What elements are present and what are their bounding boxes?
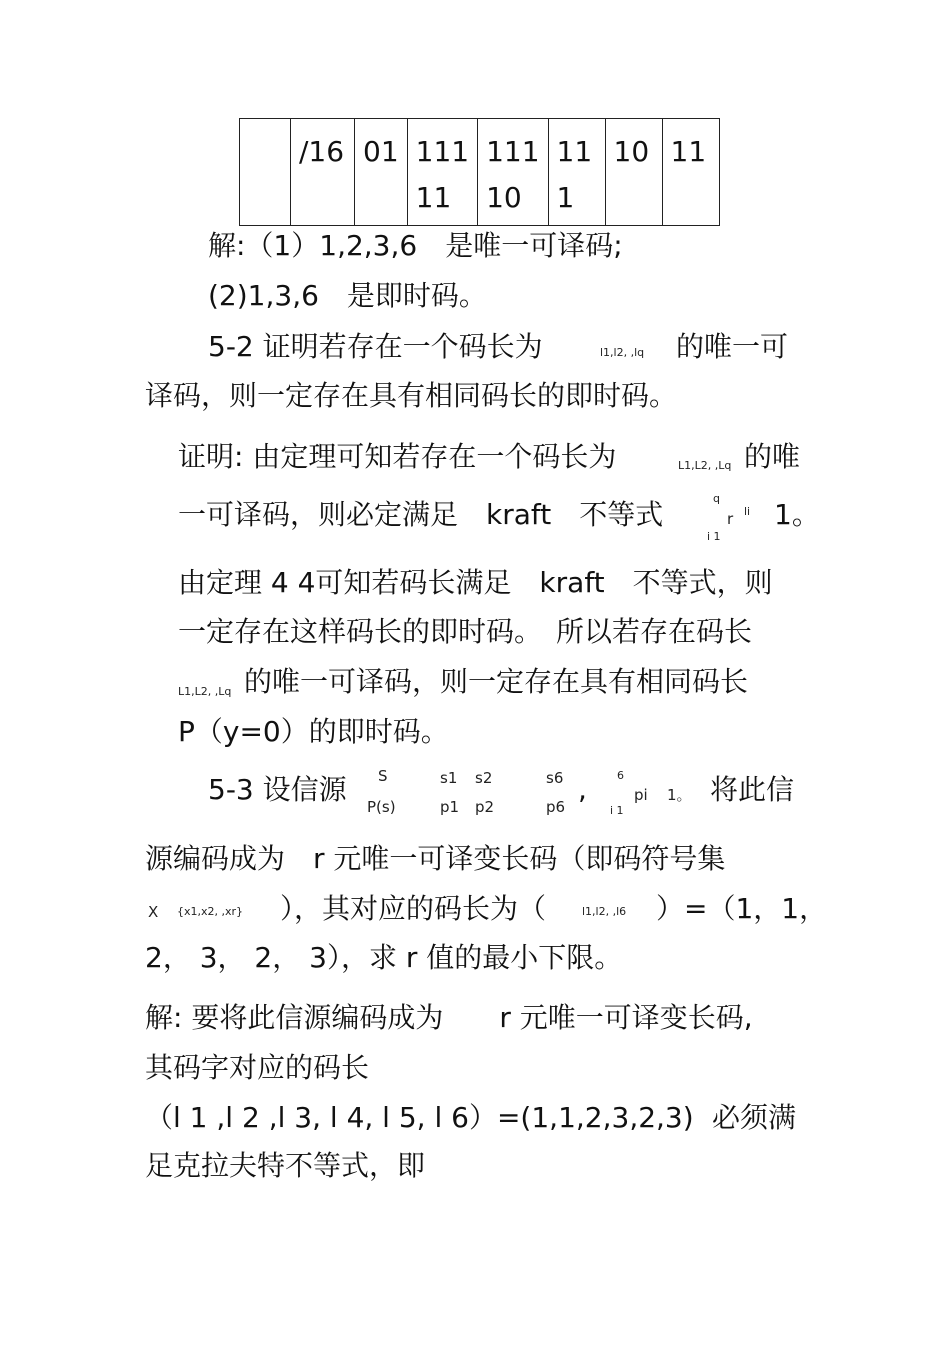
- code-length-subscripts: l1,l2, ,lq: [600, 346, 645, 359]
- proof-line-5: 的唯一可译码，则一定存在具有相同码长: [244, 665, 749, 698]
- answer-line-1: 解:（1）1,2,3,6 是唯一可译码;: [208, 229, 623, 262]
- matrix-s2: s2: [475, 769, 493, 787]
- sum-lower-i1: i 1: [610, 804, 624, 817]
- proof-line-2: 一可译码，则必定满足 kraft 不等式: [178, 498, 664, 531]
- symbol-set: {x1,x2, ,xr}: [177, 905, 244, 918]
- proof-line-1: 证明: 由定理可知若存在一个码长为: [178, 440, 617, 473]
- code-length-subscripts: L1,L2, ,Lq: [178, 685, 232, 698]
- solution-line-3-cont: 必须满: [712, 1101, 797, 1134]
- proof-line-6: P（y=0）的即时码。: [178, 715, 449, 748]
- table-cell: [240, 119, 291, 226]
- solution-line-3: （l 1 ,l 2 ,l 3, l 4, l 5, l 6）=(1,1,2,3,2,3): [145, 1101, 694, 1134]
- problem-5-3-text: 5-3 设信源: [208, 773, 347, 806]
- code-length-subscripts: l1,l2, ,l6: [582, 905, 627, 918]
- comma: ,: [578, 773, 587, 806]
- table-cell: 10: [605, 119, 662, 226]
- problem-5-3-line-2: 源编码成为 r 元唯一可译变长码（即码符号集: [145, 842, 726, 875]
- matrix-S: S: [378, 767, 388, 785]
- sum-exponent-li: li: [744, 505, 751, 518]
- problem-5-2-text-cont: 的唯一可: [676, 330, 789, 363]
- matrix-p6: p6: [546, 798, 566, 816]
- sum-equals-one: 1。: [667, 786, 692, 804]
- sum-r: r: [727, 510, 734, 528]
- problem-5-2-text: 5-2 证明若存在一个码长为: [208, 330, 543, 363]
- problem-5-3-line-3: ），其对应的码长为（: [280, 892, 547, 925]
- sum-upper-q: q: [713, 492, 720, 505]
- answer-line-2: (2)1,3,6 是即时码。: [208, 279, 487, 312]
- matrix-p1: p1: [440, 798, 460, 816]
- proof-line-1-cont: 的唯: [744, 440, 801, 473]
- table-cell: 11: [662, 119, 719, 226]
- code-table: [239, 118, 720, 226]
- problem-5-3-line-3-cont: ）=（1，1，: [656, 892, 828, 925]
- table-cell: 01: [355, 119, 408, 226]
- table-cell: 111 10: [478, 119, 548, 226]
- matrix-Ps: P(s): [367, 798, 396, 816]
- matrix-s1: s1: [440, 769, 458, 787]
- table-cell: /16: [291, 119, 355, 226]
- problem-5-3-line-4: 2， 3， 2， 3），求 r 值的最小下限。: [145, 941, 623, 974]
- solution-line-4: 足克拉夫特不等式，即: [145, 1149, 426, 1182]
- table-cell: 111 11: [407, 119, 477, 226]
- problem-5-3-text-cont: 将此信: [710, 773, 795, 806]
- table-row: [240, 119, 720, 226]
- matrix-p2: p2: [475, 798, 495, 816]
- solution-line-1: 解: 要将此信源编码成为 r 元唯一可译变长码,: [145, 1001, 753, 1034]
- sum-upper-6: 6: [617, 769, 624, 782]
- problem-5-2-line-2: 译码，则一定存在具有相同码长的即时码。: [145, 379, 678, 412]
- table-cell: 11 1: [548, 119, 605, 226]
- sum-lower-i1: i 1: [707, 530, 721, 543]
- symbol-X: X: [148, 903, 159, 921]
- code-length-subscripts: L1,L2, ,Lq: [678, 459, 732, 472]
- proof-line-4: 一定存在这样码长的即时码。 所以若存在码长: [178, 615, 753, 648]
- solution-line-2: 其码字对应的码长: [145, 1051, 370, 1084]
- proof-line-3: 由定理 4 4可知若码长满足 kraft 不等式，则: [178, 566, 773, 599]
- matrix-s6: s6: [546, 769, 564, 787]
- sum-pi: pi: [634, 786, 648, 804]
- inequality-rhs: 1。: [774, 498, 820, 531]
